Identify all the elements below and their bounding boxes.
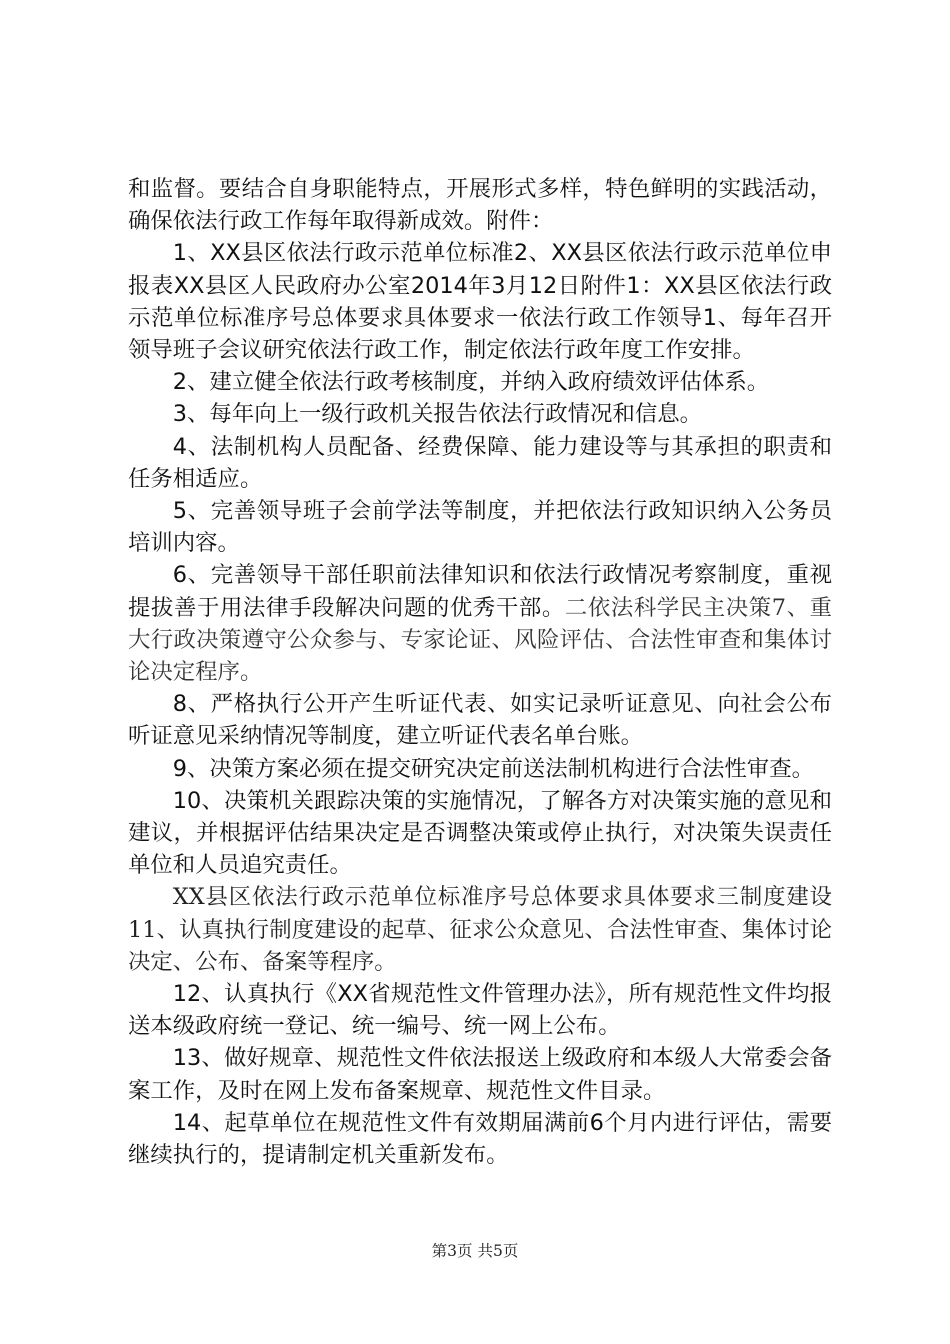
paragraph-item-14: 14、起草单位在规范性文件有效期届满前6个月内进行评估，需要继续执行的，提请制定机关重新发布。 bbox=[128, 1109, 832, 1169]
paragraph-item-3: 3、每年向上一级行政机关报告依法行政情况和信息。 bbox=[172, 401, 703, 428]
document-body bbox=[128, 173, 832, 1171]
paragraph-attachments: 1、XX县区依法行政示范单位标准2、XX县区依法行政示范单位申报表XX县区人民政府办公室2014年3月12日附件1：XX县区依法行政示范单位标准序号总体要求具体要求一依法行政工作领导1、每年召开领导班子会议研究依法行政工作，制定依法行政年度工作安排。 bbox=[128, 240, 832, 364]
paragraph-item-2: 2、建立健全依法行政考核制度，并纳入政府绩效评估体系。 bbox=[172, 369, 770, 396]
paragraph-item-8: 8、严格执行公开产生听证代表、如实记录听证意见、向社会公布听证意见采纳情况等制度，建立听证代表名单台账。 bbox=[128, 691, 832, 750]
paragraph-item-4: 4、法制机构人员配备、经费保障、能力建设等与其承担的职责和任务相适应。 bbox=[128, 433, 832, 492]
paragraph-item-10: 10、决策机关跟踪决策的实施情况，了解各方对决策实施的意见和建议，并根据评估结果决定是否调整决策或停止执行，对决策失误责任单位和人员追究责任。 bbox=[128, 787, 832, 879]
paragraph-item-7-text: 二依法科学民主决策7、重大行政决策遵守公众参与、专家论证、风险评估、合法性审查和集体讨论决定程序。 bbox=[128, 594, 832, 686]
paragraph-item-6-text: 6、完善领导干部任职前法律知识和依法行政情况考察制度，重视提拔善于用法律手段解决问题的优秀干部。 bbox=[128, 562, 832, 621]
paragraph-item-6 bbox=[128, 559, 832, 688]
page-number-footer: 第3页 共5页 bbox=[431, 1242, 519, 1260]
paragraph-item-11: XX县区依法行政示范单位标准序号总体要求具体要求三制度建设11、认真执行制度建设的起草、征求公众意见、合法性审查、集体讨论决定、公布、备案等程序。 bbox=[128, 884, 832, 975]
paragraph-intro: 和监督。要结合自身职能特点，开展形式多样，特色鲜明的实践活动，确保依法行政工作每年取得新成效。附件： bbox=[128, 176, 832, 235]
paragraph-item-13: 13、做好规章、规范性文件依法报送上级政府和本级人大常委会备案工作，及时在网上发布备案规章、规范性文件目录。 bbox=[128, 1045, 832, 1104]
paragraph-item-9: 9、决策方案必须在提交研究决定前送法制机构进行合法性审查。 bbox=[172, 755, 814, 782]
paragraph-item-5: 5、完善领导班子会前学法等制度，并把依法行政知识纳入公务员培训内容。 bbox=[128, 498, 832, 557]
paragraph-item-12: 12、认真执行《XX省规范性文件管理办法》，所有规范性文件均报送本级政府统一登记、统一编号、统一网上公布。 bbox=[128, 981, 832, 1040]
